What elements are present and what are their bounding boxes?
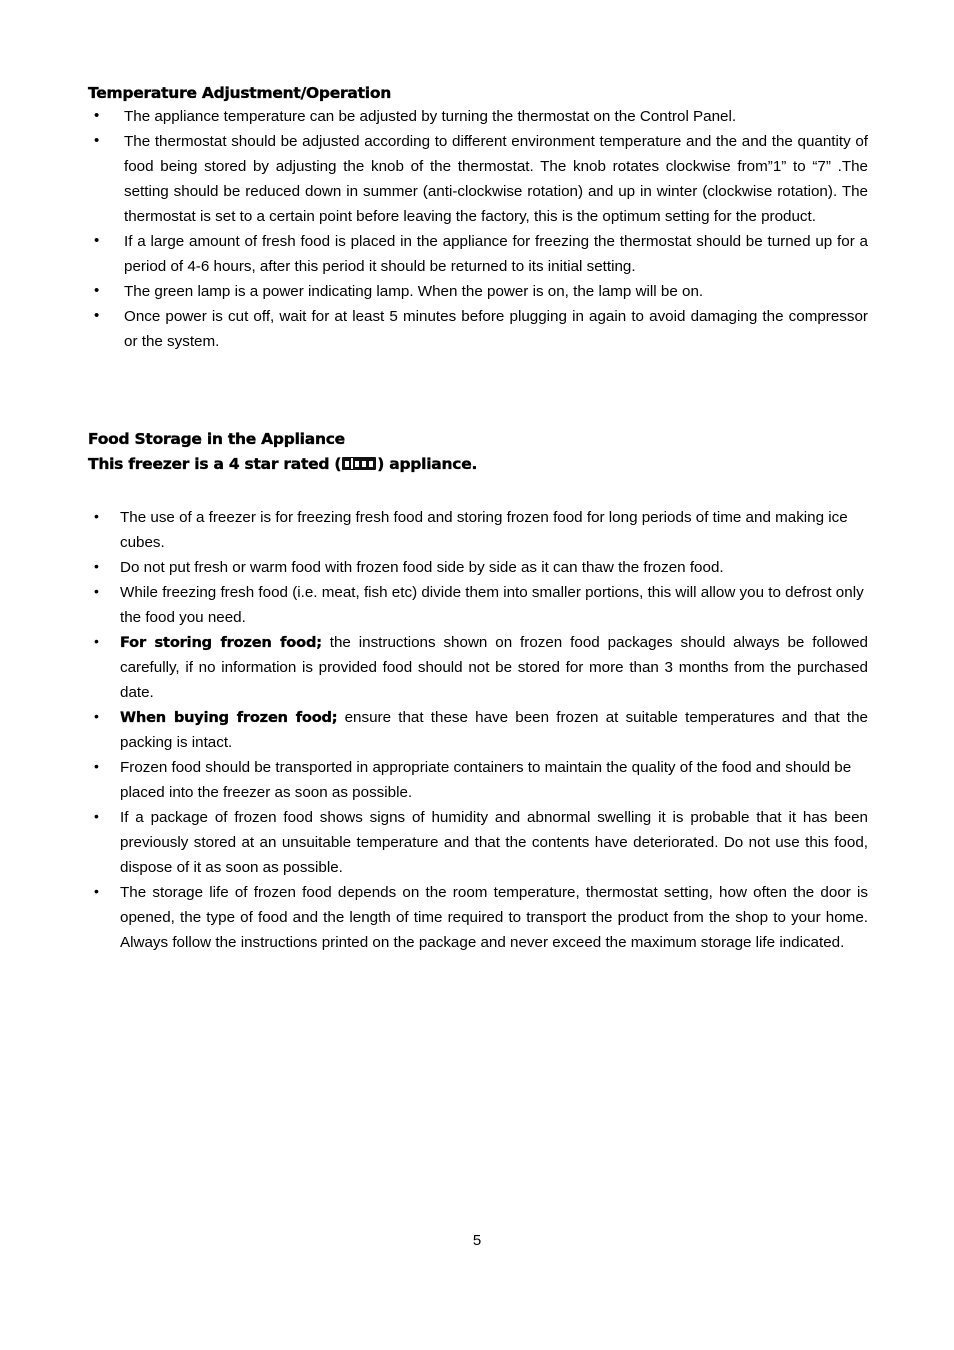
- list-item-text: the instructions shown on frozen food packages should always be followed carefully, if no information is provided food should not be stored for more than 3 months from the purchased date.: [120, 634, 868, 701]
- section-spacer: [88, 354, 868, 428]
- list-item: [88, 705, 868, 755]
- list-item: [88, 805, 868, 880]
- list-item: [88, 505, 868, 555]
- temperature-adjustment-bullet-list: [88, 104, 868, 354]
- food-storage-bullet-list: [88, 505, 868, 955]
- list-item-text: If a package of frozen food shows signs of humidity and abnormal swelling it is probable that it has been previously stored at an unsuitable temperature and that the contents have deteriorated. Do not use this food, dispose of it as soon as possible.: [120, 809, 868, 876]
- list-item-lead: For storing frozen food;: [120, 634, 322, 651]
- heading-body-spacer: [88, 475, 868, 505]
- list-item: [88, 555, 868, 580]
- star-rating-text-after: ) appliance.: [377, 455, 478, 473]
- list-item: • Once power is cut off, wait for at least 5 minutes before plugging in again to avoid damaging the compressor or the system.: [88, 304, 868, 354]
- list-item-text: The storage life of frozen food depends on the room temperature, thermostat setting, how often the door is opened, the type of food and the length of time required to transport the product from the shop to your home. Always follow the instructions printed on the package and never exceed the maximum storage life indicated.: [120, 884, 868, 951]
- list-item: [88, 580, 868, 630]
- list-item: • If a large amount of fresh food is placed in the appliance for freezing the thermostat should be turned up for a period of 4-6 hours, after this period it should be returned to its initial setting.: [88, 229, 868, 279]
- list-item: • The thermostat should be adjusted according to different environment temperature and the and the quantity of food being stored by adjusting the knob of the thermostat. The knob rotates clockwise from”1” to “7” .The setting should be reduced down in summer (anti-clockwise rotation) and up in winter (clockwise rotation). The thermostat is set to a certain point before leaving the factory, this is the optimum setting for the product.: [88, 129, 868, 229]
- page-number: 5: [472, 1232, 482, 1249]
- list-item: [88, 880, 868, 955]
- list-item: • The appliance temperature can be adjusted by turning the thermostat on the Control Panel.: [88, 104, 868, 129]
- list-item-text: While freezing fresh food (i.e. meat, fish etc) divide them into smaller portions, this will allow you to defrost only the food you need.: [120, 584, 864, 626]
- list-item-text: Do not put fresh or warm food with frozen food side by side as it can thaw the frozen food.: [120, 559, 724, 576]
- food-storage-heading-group: [88, 428, 868, 475]
- heading-food-storage: Food Storage in the Appliance: [88, 430, 345, 448]
- list-item-lead: When buying frozen food;: [120, 709, 338, 726]
- heading-temperature-adjustment: Temperature Adjustment/Operation: [88, 84, 392, 102]
- list-item-text: Frozen food should be transported in appropriate containers to maintain the quality of the food and should be placed into the freezer as soon as possible.: [120, 759, 852, 801]
- star-rating-text-before: This freezer is a 4 star rated (: [88, 455, 342, 473]
- heading-star-rating: [88, 453, 868, 475]
- four-star-rating-badge-icon: [342, 457, 376, 470]
- list-item-text: ensure that these have been frozen at suitable temperatures and that the packing is intact.: [120, 709, 868, 751]
- list-item: • The green lamp is a power indicating lamp. When the power is on, the lamp will be on.: [88, 279, 868, 304]
- list-item: [88, 755, 868, 805]
- list-item: [88, 630, 868, 705]
- list-item-text: The use of a freezer is for freezing fresh food and storing frozen food for long periods of time and making ice cubes.: [120, 509, 848, 551]
- page-content: [88, 82, 868, 955]
